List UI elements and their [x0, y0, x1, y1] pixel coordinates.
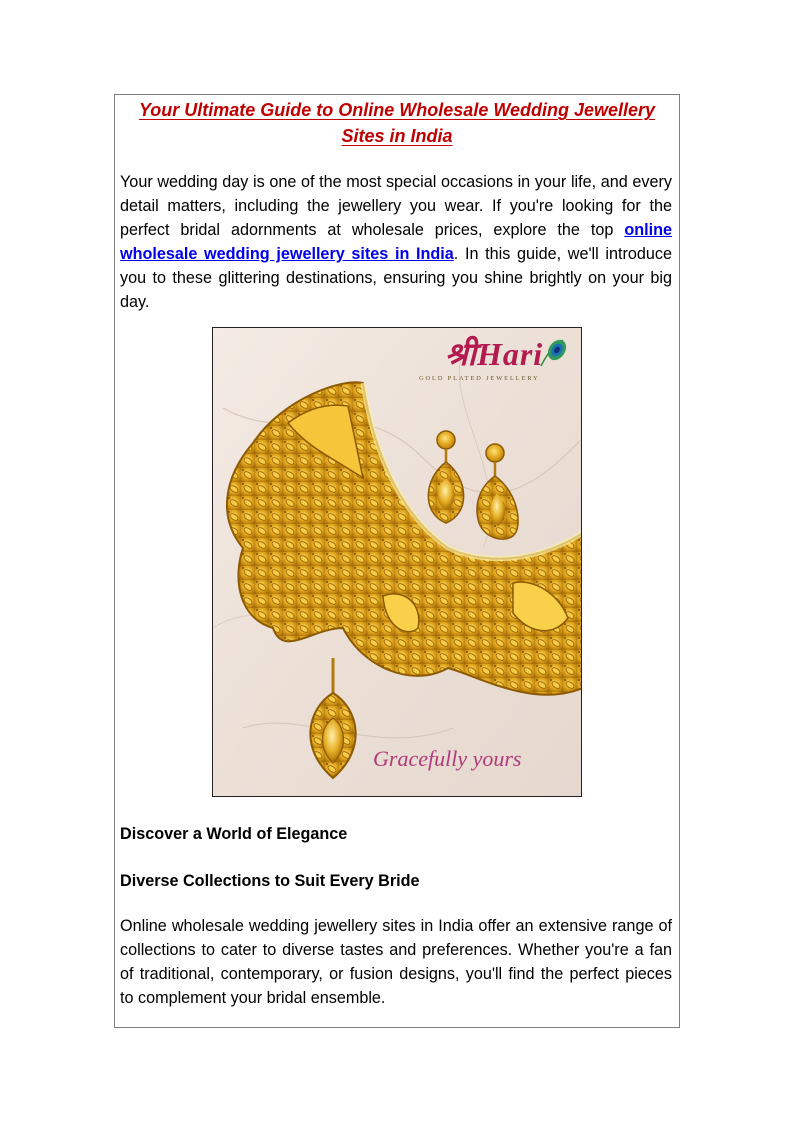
- necklace-earrings-illustration: [213, 328, 582, 797]
- brand-subtitle: GOLD PLATED JEWELLERY: [419, 375, 540, 382]
- brand-logo-text: [445, 332, 543, 375]
- intro-text-end: . In this guide, we'll introduce you to these glittering destinations, ensuring you shine brightly on your big day.: [120, 245, 672, 311]
- section-heading: Discover a World of Elegance: [120, 825, 348, 843]
- intro-paragraph: [120, 170, 672, 314]
- document-title: Your Ultimate Guide to Online Wholesale Wedding Jewellery Sites in India: [138, 100, 656, 146]
- image-tagline: Gracefully yours: [373, 746, 522, 771]
- subsection-heading: Diverse Collections to Suit Every Bride: [120, 872, 420, 890]
- jewellery-photo: [212, 327, 582, 797]
- brand-prefix: श्री: [445, 336, 477, 372]
- wholesale-jewellery-link[interactable]: online wholesale wedding jewellery sites in India: [120, 221, 672, 263]
- body-paragraph: Online wholesale wedding jewellery sites in India offer an extensive range of collections to cater to diverse tastes and preferences. Whether you're a fan of traditional, contemporary, or fusion designs, you'll find the perfect pieces to complement your bridal ensemble.: [120, 917, 672, 1007]
- brand-name: Hari: [476, 336, 544, 372]
- intro-text-start: Your wedding day is one of the most special occasions in your life, and every detail matters, including the jewellery you wear. If you're looking for the perfect bridal adornments at wholesale prices, explore the top: [120, 173, 672, 239]
